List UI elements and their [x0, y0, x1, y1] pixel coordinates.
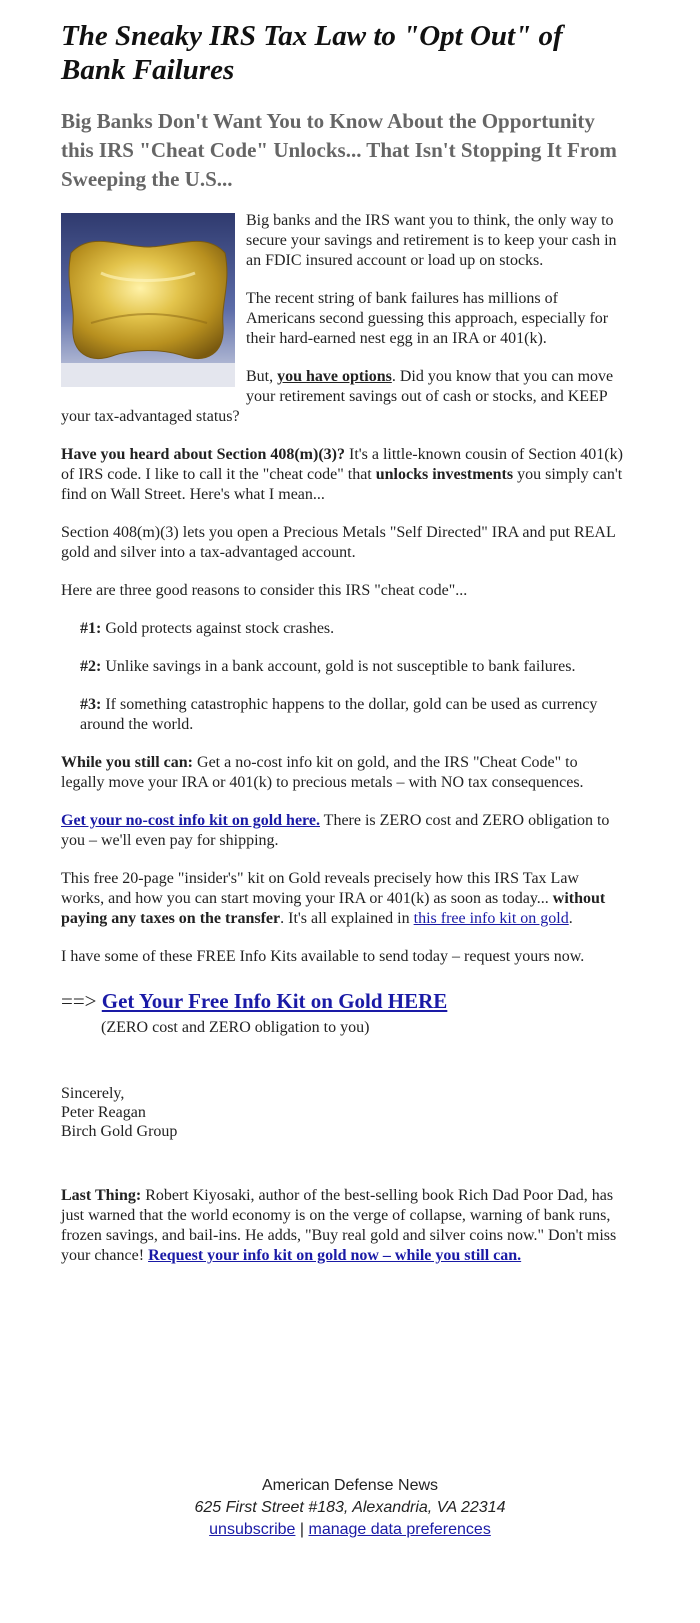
section-408-text-a: It's a little-known cousin of Section 401(k) of IRS code. I like to call it the "cheat code" that [61, 446, 623, 483]
insiders-kit-paragraph [61, 869, 623, 929]
reason-number: #3: [80, 696, 102, 713]
reason-item [80, 695, 623, 735]
request-kit-link[interactable]: Request your info kit on gold now – while you still can. [148, 1247, 522, 1264]
self-directed-ira-paragraph: Section 408(m)(3) lets you open a Precious Metals "Self Directed" IRA and put REAL gold and silver into a tax-advantaged account. [61, 524, 616, 561]
signature-name: Peter Reagan [61, 1104, 146, 1121]
reason-item [80, 619, 623, 639]
info-kit-text: There is ZERO cost and ZERO obligation to you – we'll even pay for shipping. [61, 812, 610, 849]
last-thing-text: Robert Kiyosaki, author of the best-selling book Rich Dad Poor Dad, has just warned that the world economy is on the verge of collapse, warning of bank runs, frozen savings, and bail-ins. He adds, "Buy real gold and silver coins now." Don't miss your chance! [61, 1187, 617, 1264]
info-kit-link[interactable]: Get your no-cost info kit on gold here. [61, 812, 320, 829]
intro-paragraph: Big banks and the IRS want you to think, the only way to secure your savings and retirement is to keep your cash in an FDIC insured account or load up on stocks. [246, 212, 617, 269]
you-have-options-link[interactable]: you have options [277, 368, 392, 385]
cta-subtext: (ZERO cost and ZERO obligation to you) [101, 1019, 370, 1036]
signature-company: Birch Gold Group [61, 1123, 178, 1140]
subheadline: Big Banks Don't Want You to Know About the Opportunity this IRS "Cheat Code" Unlocks... That Isn't Stopping It From Sweeping the U.S... [61, 109, 617, 191]
manage-preferences-link[interactable]: manage data preferences [308, 1521, 491, 1538]
last-thing-label: Last Thing: [61, 1187, 142, 1204]
insiders-text-a: This free 20-page "insider's" kit on Gold reveals precisely how this IRS Tax Law works, and how you can start moving your IRA or 401(k) as soon as today... [61, 870, 579, 907]
cta-line [61, 988, 623, 1014]
signature-closing: Sincerely, [61, 1085, 125, 1102]
footer-separator: | [295, 1521, 309, 1538]
options-text-b: . Did you know that you can move your retirement savings out of cash or stocks, and KEEP your tax-advantaged status? [61, 368, 614, 425]
footer [0, 1475, 700, 1541]
section-408-question: Have you heard about Section 408(m)(3)? [61, 446, 345, 463]
footer-address: 625 First Street #183, Alexandria, VA 22314 [194, 1499, 506, 1516]
reason-text: Gold protects against stock crashes. [101, 620, 335, 637]
section-408-paragraph [61, 445, 623, 505]
headline: The Sneaky IRS Tax Law to "Opt Out" of Bank Failures [61, 20, 563, 86]
reason-number: #2: [80, 658, 102, 675]
unlocks-investments-text: unlocks investments [375, 466, 514, 483]
no-taxes-text: without paying any taxes on the transfer [61, 890, 606, 927]
while-you-can-paragraph [61, 753, 623, 793]
last-thing-paragraph [61, 1186, 623, 1266]
insiders-text-b: . It's all explained in [280, 910, 414, 927]
bank-failures-paragraph: The recent string of bank failures has millions of Americans second guessing this approach, especially for their hard-earned nest egg in an IRA or 401(k). [246, 290, 609, 347]
info-kit-paragraph [61, 811, 623, 851]
gold-bar-image[interactable] [61, 213, 235, 387]
footer-org: American Defense News [261, 1477, 439, 1494]
signature [61, 1084, 623, 1141]
reason-text: Unlike savings in a bank account, gold is not susceptible to bank failures. [101, 658, 576, 675]
reason-text: If something catastrophic happens to the dollar, gold can be used as currency around the world. [80, 696, 598, 733]
reasons-intro: Here are three good reasons to consider this IRS "cheat code"... [61, 582, 468, 599]
section-408-text-b: you simply can't find on Wall Street. Here's what I mean... [61, 466, 623, 503]
cta-arrow: ==> [61, 989, 102, 1013]
free-info-kit-link[interactable]: this free info kit on gold [413, 910, 569, 927]
reason-number: #1: [80, 620, 102, 637]
cta-link[interactable]: Get Your Free Info Kit on Gold HERE [101, 989, 448, 1013]
email-body [61, 0, 623, 1266]
while-you-can-label: While you still can: [61, 754, 194, 771]
gold-bar-icon [61, 213, 235, 387]
insiders-text-c: . [568, 910, 573, 927]
unsubscribe-link[interactable]: unsubscribe [209, 1521, 296, 1538]
while-you-can-text: Get a no-cost info kit on gold, and the IRS "Cheat Code" to legally move your IRA or 401(k) to precious metals – with NO tax consequences. [61, 754, 584, 791]
footer-links [0, 1519, 700, 1541]
reason-item [80, 657, 623, 677]
options-text-a: But, [246, 368, 278, 385]
request-paragraph: I have some of these FREE Info Kits available to send today – request yours now. [61, 948, 585, 965]
